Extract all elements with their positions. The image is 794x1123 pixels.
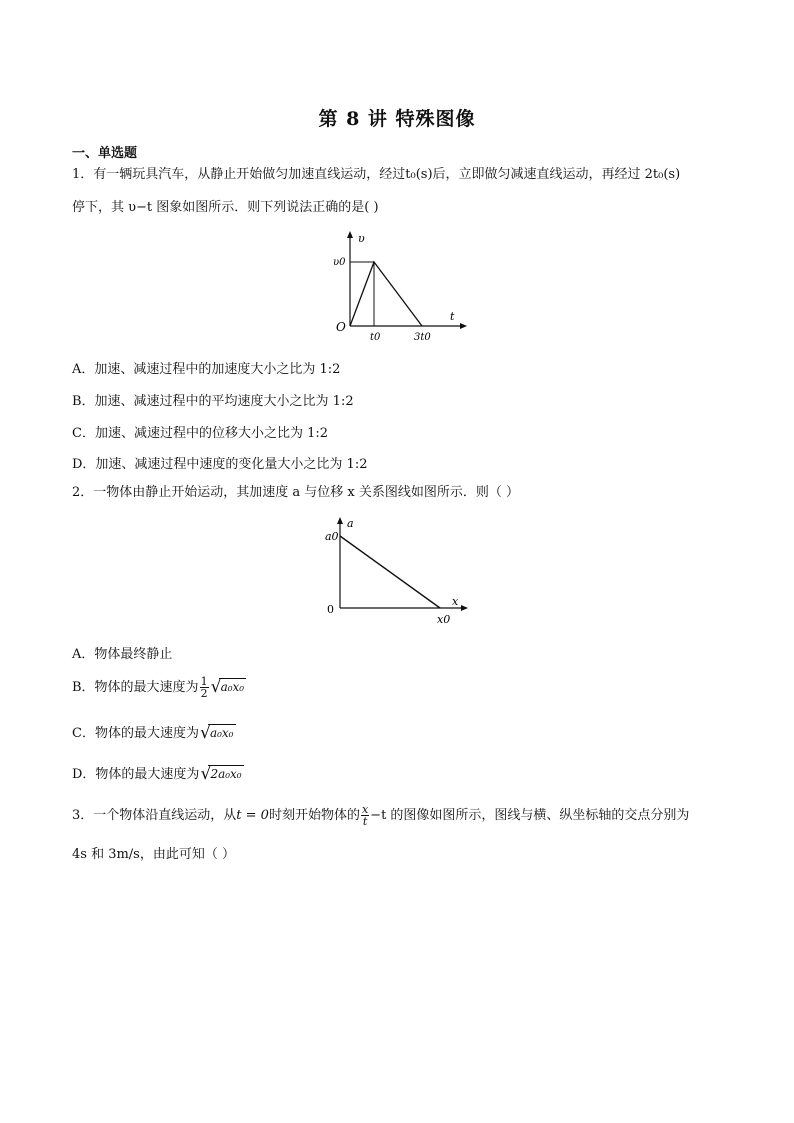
q1-y-axis-label: υ: [358, 232, 365, 245]
sqrt-content: a₀x₀: [209, 726, 234, 740]
q3-text-a: 3．一个物体沿直线运动，从: [72, 808, 237, 823]
fraction-denominator: t: [362, 815, 368, 828]
q1-v0-label: υ0: [333, 257, 346, 268]
q1-3t0-label: 3t0: [414, 332, 431, 343]
q3-stem-line2: 4s 和 3m/s，由此可知（ ）: [72, 847, 235, 862]
section-heading: 一、单选题: [72, 146, 138, 161]
q3-stem-line1: [72, 804, 689, 827]
q3-text-b: 时刻开始物体的: [268, 808, 360, 823]
fraction-numerator: 1: [200, 675, 208, 688]
sqrt-icon: √: [210, 677, 222, 697]
q2-option-d: [72, 763, 244, 782]
fraction-numerator: x: [361, 803, 369, 816]
q2-a0-label: a0: [325, 530, 339, 543]
fraction-denominator: 2: [200, 687, 208, 700]
q2-x-arrow-icon: [461, 605, 468, 611]
q2-option-b-text: B．物体的最大速度为: [72, 680, 199, 695]
q1-x-axis-label: t: [450, 310, 455, 323]
q2-option-d-sqrt: [200, 764, 243, 784]
q2-option-c-sqrt: [199, 723, 236, 743]
q1-origin-label: O: [336, 320, 346, 334]
q3-t0-expression: t = 0: [236, 808, 269, 823]
q2-option-a: A．物体最终静止: [72, 647, 173, 662]
q1-vt-line: [350, 262, 422, 326]
q1-x-arrow-icon: [460, 323, 467, 329]
q2-option-d-text: D．物体的最大速度为: [72, 767, 200, 782]
q2-option-b: [72, 676, 246, 699]
q2-option-c-text: C．物体的最大速度为: [72, 726, 199, 741]
q1-option-b: B．加速、减速过程中的平均速度大小之比为 1:2: [72, 394, 354, 409]
q2-y-arrow-icon: [337, 517, 343, 524]
q1-option-a: A．加速、减速过程中的加速度大小之比为 1:2: [72, 362, 341, 377]
q2-x-axis-label: x: [452, 595, 459, 608]
q1-y-arrow-icon: [347, 231, 353, 238]
q1-option-d: D．加速、减速过程中速度的变化量大小之比为 1:2: [72, 457, 368, 472]
sqrt-icon: √: [199, 723, 211, 743]
q2-stem: 2．一物体由静止开始运动，其加速度 a 与位移 x 关系图线如图所示．则（ ）: [72, 485, 520, 500]
page-title: 第 8 讲 特殊图像: [318, 108, 476, 130]
q2-option-b-sqrt: [210, 677, 247, 697]
q1-option-c: C．加速、减速过程中的位移大小之比为 1:2: [72, 426, 329, 441]
q1-vt-graph: [330, 228, 470, 348]
q2-y-axis-label: a: [347, 517, 354, 530]
q2-ax-graph: [322, 514, 472, 629]
q3-fraction: [361, 804, 369, 827]
q1-stem-line1: 1．有一辆玩具汽车，从静止开始做匀加速直线运动，经过t₀(s)后，立即做匀减速直线运动，再经过 2t₀(s): [72, 167, 681, 182]
sqrt-content: a₀x₀: [220, 680, 245, 694]
q3-text-c: −t 的图像如图所示，图线与横、纵坐标轴的交点分别为: [370, 808, 690, 823]
sqrt-icon: √: [200, 764, 212, 784]
q2-option-c: [72, 722, 236, 741]
q2-origin-label: 0: [327, 603, 334, 616]
q2-x0-label: x0: [437, 613, 451, 626]
q1-stem-line2: 停下，其 υ−t 图象如图所示．则下列说法正确的是( ): [72, 200, 379, 215]
sqrt-content: 2a₀x₀: [210, 767, 242, 781]
q2-ax-line: [340, 536, 440, 608]
q1-t0-label: t0: [370, 332, 381, 343]
q2-option-b-fraction: [200, 676, 209, 699]
